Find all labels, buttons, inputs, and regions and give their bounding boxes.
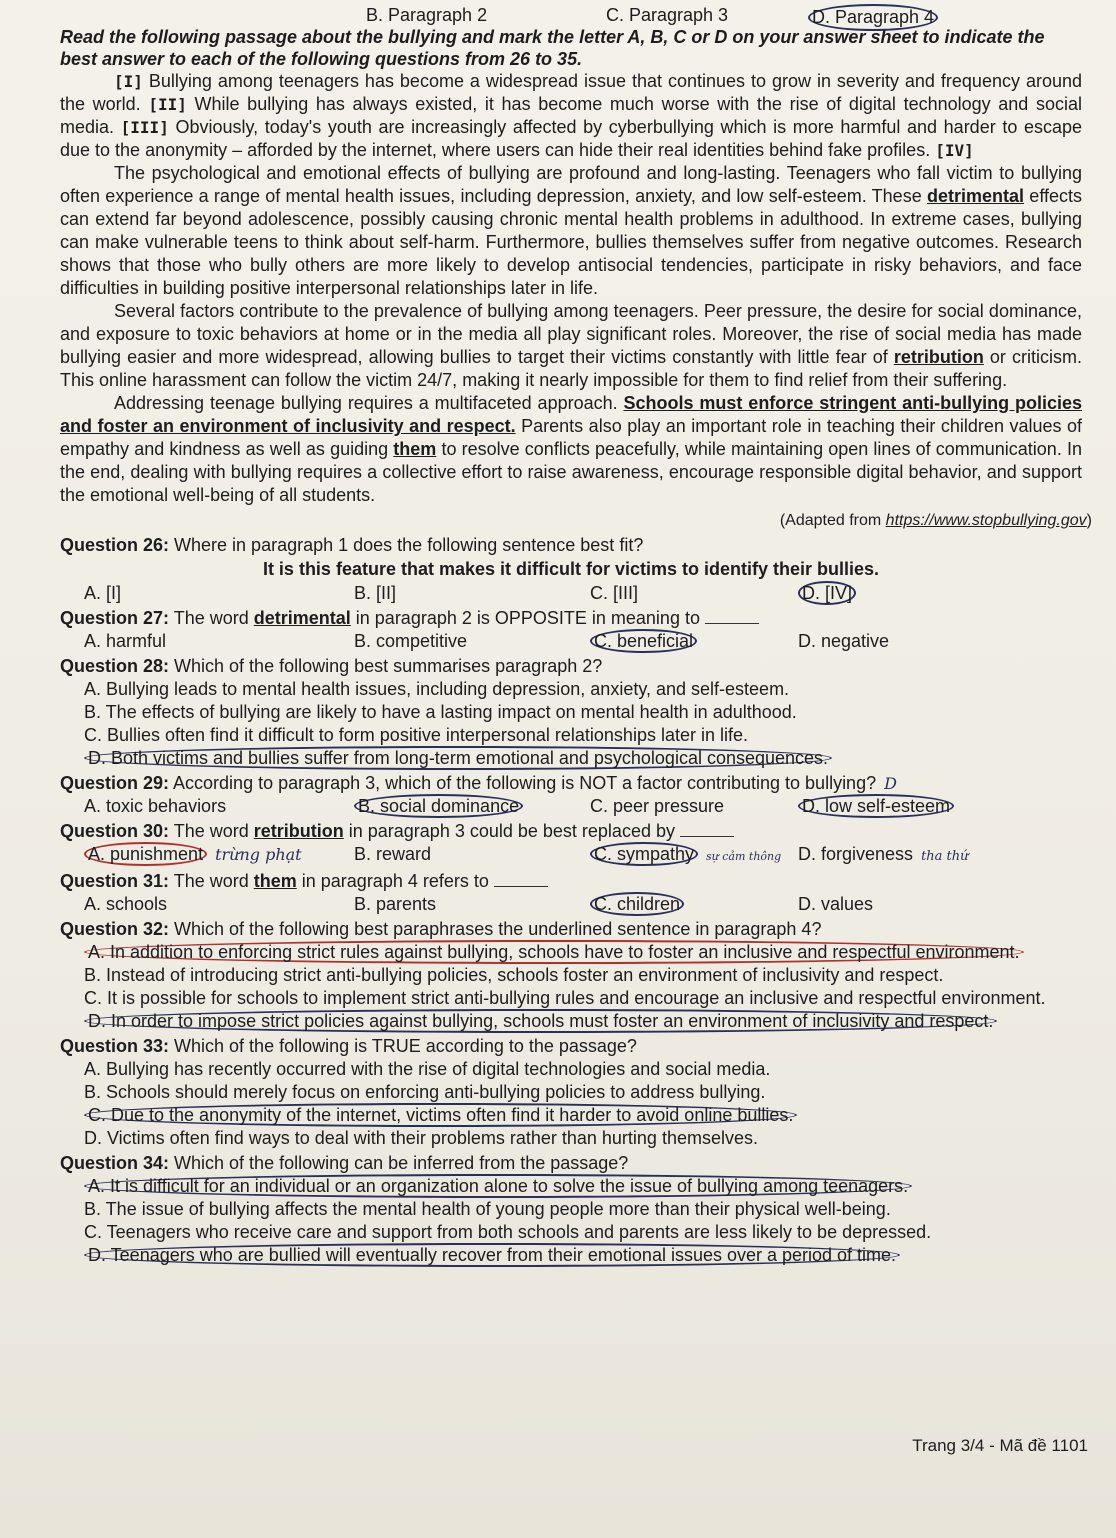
q29-option-b[interactable]: B. social dominance (354, 794, 523, 818)
question-30: Question 30: The word retribution in paragraph 3 could be best replaced by A. punishment trừng phạt B. reward C. sympathy sự cảm thông D. forgiveness tha thứ (60, 820, 1082, 868)
q27-option-a[interactable]: A. harmful (84, 631, 167, 651)
marker-1: [I] (114, 72, 143, 91)
q31-option-d[interactable]: D. values (798, 894, 874, 914)
q34-option-b[interactable]: B. The issue of bullying affects the mental health of young people more than their physical well-being. (84, 1199, 891, 1219)
question-26: Question 26: Where in paragraph 1 does the following sentence best fit? It is this feature that makes it difficult for victims to identify their bullies. A. [I] B. [II] C. [III] D. [IV] (60, 534, 1082, 605)
q27-option-b[interactable]: B. competitive (354, 631, 468, 651)
question-28: Question 28: Which of the following best summarises paragraph 2? A. Bullying leads to mental health issues, including depression, anxiety, and self-esteem. B. The effects of bullying are likely to have a lasting impact on mental health in adulthood. C. Bullies often find it difficult to form positive interpersonal relationships later in life. D. Both victims and bullies suffer from long-term emotional and psychological consequences. (60, 655, 1082, 770)
q27-option-d[interactable]: D. negative (798, 631, 890, 651)
q28-option-d[interactable]: D. Both victims and bullies suffer from long-term emotional and psychological consequences. (84, 746, 832, 770)
q30-option-b[interactable]: B. reward (354, 844, 432, 864)
paragraph-3: Several factors contribute to the prevalence of bullying among teenagers. Peer pressure, the desire for social dominance, and exposure to toxic behaviors at home or in the media all play significant roles. Moreover, the rise of social media has made bullying easier and more widespread, allowing bullies to target their victims constantly with little fear of retribution or criticism. This online harassment can follow the victim 24/7, making it nearly impossible for them to find relief from their suffering. (60, 301, 1083, 390)
q33-option-a[interactable]: A. Bullying has recently occurred with the rise of digital technologies and social media. (84, 1059, 771, 1079)
underlined-retribution: retribution (893, 347, 984, 367)
q34-option-c[interactable]: C. Teenagers who receive care and support from both schools and parents are less likely to be depressed. (84, 1222, 932, 1242)
page-footer: Trang 3/4 - Mã đề 1101 (912, 1436, 1088, 1455)
q27-option-c[interactable]: C. beneficial (590, 629, 697, 653)
handwritten-note-d: tha thứ (921, 849, 969, 864)
q31-option-b[interactable]: B. parents (354, 894, 437, 914)
q33-option-d[interactable]: D. Victims often find ways to deal with their problems rather than hurting themselves. (84, 1128, 758, 1148)
answer-blank (705, 609, 759, 624)
handwritten-note: D (884, 774, 897, 793)
q32-option-b[interactable]: B. Instead of introducing strict anti-bullying policies, schools foster an environment of inclusivity and respect. (84, 965, 944, 985)
paragraph-1: [I] Bullying among teenagers has become a widespread issue that continues to grow in severity and frequency around the world. [II] While bullying has always existed, it has become much worse with the rise of digital technology and social media. [III] Obviously, today's youth are increasingly affected by cyberbullying which is more harmful and harder to escape due to the anonymity – afforded by the internet, where users can hide their real identities behind fake profiles. [IV] (60, 71, 1082, 160)
q30-option-d[interactable]: D. forgiveness (798, 844, 914, 864)
q34-option-d[interactable]: D. Teenagers who are bullied will eventually recover from their emotional issues over a period of time. (84, 1243, 900, 1267)
underlined-sentence: Schools must enforce stringent anti-bullying policies and foster an environment of inclusivity and respect. (60, 393, 1082, 436)
q29-option-c[interactable]: C. peer pressure (590, 796, 725, 816)
question-29: Question 29: According to paragraph 3, which of the following is NOT a factor contributing to bullying? D A. toxic behaviors B. social dominance C. peer pressure D. low self-esteem (60, 772, 1082, 818)
question-32: Question 32: Which of the following best paraphrases the underlined sentence in paragraph 4? A. In addition to enforcing strict rules against bullying, schools have to foster an inclusive and respectful environment. B. Instead of introducing strict anti-bullying policies, schools foster an environment of inclusivity and respect. C. It is possible for schools to implement strict anti-bullying rules and encourage an inclusive and respectful environment. D. In order to impose strict policies against bullying, schools must foster an environment of inclusivity and respect. (60, 918, 1082, 1033)
q30-option-c[interactable]: C. sympathy (590, 842, 698, 866)
answer-blank (680, 822, 734, 837)
question-31: Question 31: The word them in paragraph 4 refers to A. schools B. parents C. children D. values (60, 870, 1082, 916)
q26-option-a[interactable]: A. [I] (84, 583, 122, 603)
source-citation: (Adapted from https://www.stopbullying.gov) (779, 512, 1092, 529)
underlined-them: them (393, 439, 437, 459)
q26-option-b[interactable]: B. [II] (354, 583, 397, 603)
question-27: Question 27: The word detrimental in paragraph 2 is OPPOSITE in meaning to A. harmful B. competitive C. beneficial D. negative (60, 607, 1082, 653)
q32-option-d[interactable]: D. In order to impose strict policies against bullying, schools must foster an environment of inclusivity and respect. (84, 1009, 997, 1033)
q32-option-a[interactable]: A. In addition to enforcing strict rules against bullying, schools have to foster an inclusive and respectful environment. (84, 940, 1024, 964)
question-33: Question 33: Which of the following is TRUE according to the passage? A. Bullying has recently occurred with the rise of digital technologies and social media. B. Schools should merely focus on enforcing anti-bullying policies to address bullying. C. Due to the anonymity of the internet, victims often find it harder to avoid online bullies. D. Victims often find ways to deal with their problems rather than hurting themselves. (60, 1035, 1082, 1150)
q28-option-b[interactable]: B. The effects of bullying are likely to have a lasting impact on mental health in adulthood. (84, 702, 797, 722)
marker-2: [II] (148, 95, 187, 114)
instructions: Read the following passage about the bullying and mark the letter A, B, C or D on your answer sheet to indicate the best answer to each of the following questions from 26 to 35. (60, 27, 1045, 69)
q33-option-c[interactable]: C. Due to the anonymity of the internet, victims often find it harder to avoid online bullies. (84, 1103, 797, 1127)
option-c: C. Paragraph 3 (606, 5, 729, 25)
q32-option-c[interactable]: C. It is possible for schools to implement strict anti-bullying rules and encourage an inclusive and respectful environment. (84, 988, 1046, 1008)
underlined-detrimental: detrimental (927, 186, 1025, 206)
handwritten-note-c: sự cảm thông (706, 850, 782, 863)
exam-sheet (60, 4, 1092, 1267)
q30-option-a[interactable]: A. punishment (84, 842, 207, 866)
source-link[interactable]: https://www.stopbullying.gov (885, 512, 1087, 529)
q31-option-a[interactable]: A. schools (84, 894, 168, 914)
q26-option-c[interactable]: C. [III] (590, 583, 639, 603)
q31-option-c[interactable]: C. children (590, 892, 684, 916)
q34-option-a[interactable]: A. It is difficult for an individual or an organization alone to solve the issue of bullying among teenagers. (84, 1174, 912, 1198)
option-d-circled: D. Paragraph 4 (808, 4, 938, 31)
insert-sentence: It is this feature that makes it difficult for victims to identify their bullies. (262, 559, 880, 579)
question-34: Question 34: Which of the following can be inferred from the passage? A. It is difficult for an individual or an organization alone to solve the issue of bullying among teenagers. B. The issue of bullying affects the mental health of young people more than their physical well-being. C. Teenagers who receive care and support from both schools and parents are less likely to be depressed. D. Teenagers who are bullied will eventually recover from their emotional issues over a period of time. (60, 1152, 1082, 1267)
option-b: B. Paragraph 2 (366, 5, 488, 25)
previous-question-options (60, 4, 1082, 30)
q28-option-c[interactable]: C. Bullies often find it difficult to form positive interpersonal relationships later in life. (84, 725, 748, 745)
paragraph-2: The psychological and emotional effects of bullying are profound and long-lasting. Teenagers who fall victim to bullying often experience a range of mental health issues, including depression, anxiety, and low self-esteem. These detrimental effects can extend far beyond adolescence, possibly causing chronic mental health problems in adulthood. In extreme cases, bullying can make vulnerable teens to think about self-harm. Furthermore, bullies themselves suffer from negative outcomes. Research shows that those who bully others are more likely to develop antisocial tendencies, participate in risky behaviors, and face difficulties in building positive interpersonal relationships later in life. (60, 163, 1083, 298)
q29-option-d[interactable]: D. low self-esteem (798, 794, 954, 818)
q26-option-d[interactable]: D. [IV] (798, 581, 856, 605)
q33-option-b[interactable]: B. Schools should merely focus on enforcing anti-bullying policies to address bullying. (84, 1082, 766, 1102)
marker-4: [IV] (935, 141, 974, 160)
marker-3: [III] (120, 118, 169, 137)
answer-blank (494, 872, 548, 887)
q29-option-a[interactable]: A. toxic behaviors (84, 796, 227, 816)
q28-option-a[interactable]: A. Bullying leads to mental health issues, including depression, anxiety, and self-esteem. (84, 679, 790, 699)
handwritten-note-a: trừng phạt (215, 845, 302, 864)
paragraph-4: Addressing teenage bullying requires a multifaceted approach. Schools must enforce stringent anti-bullying policies and foster an environment of inclusivity and respect. Parents also play an important role in teaching their children values of empathy and kindness as well as guiding them to resolve conflicts peacefully, while maintaining open lines of communication. In the end, dealing with bullying requires a collective effort to raise awareness, encourage responsible digital behavior, and support the emotional well-being of all students. (60, 393, 1083, 505)
